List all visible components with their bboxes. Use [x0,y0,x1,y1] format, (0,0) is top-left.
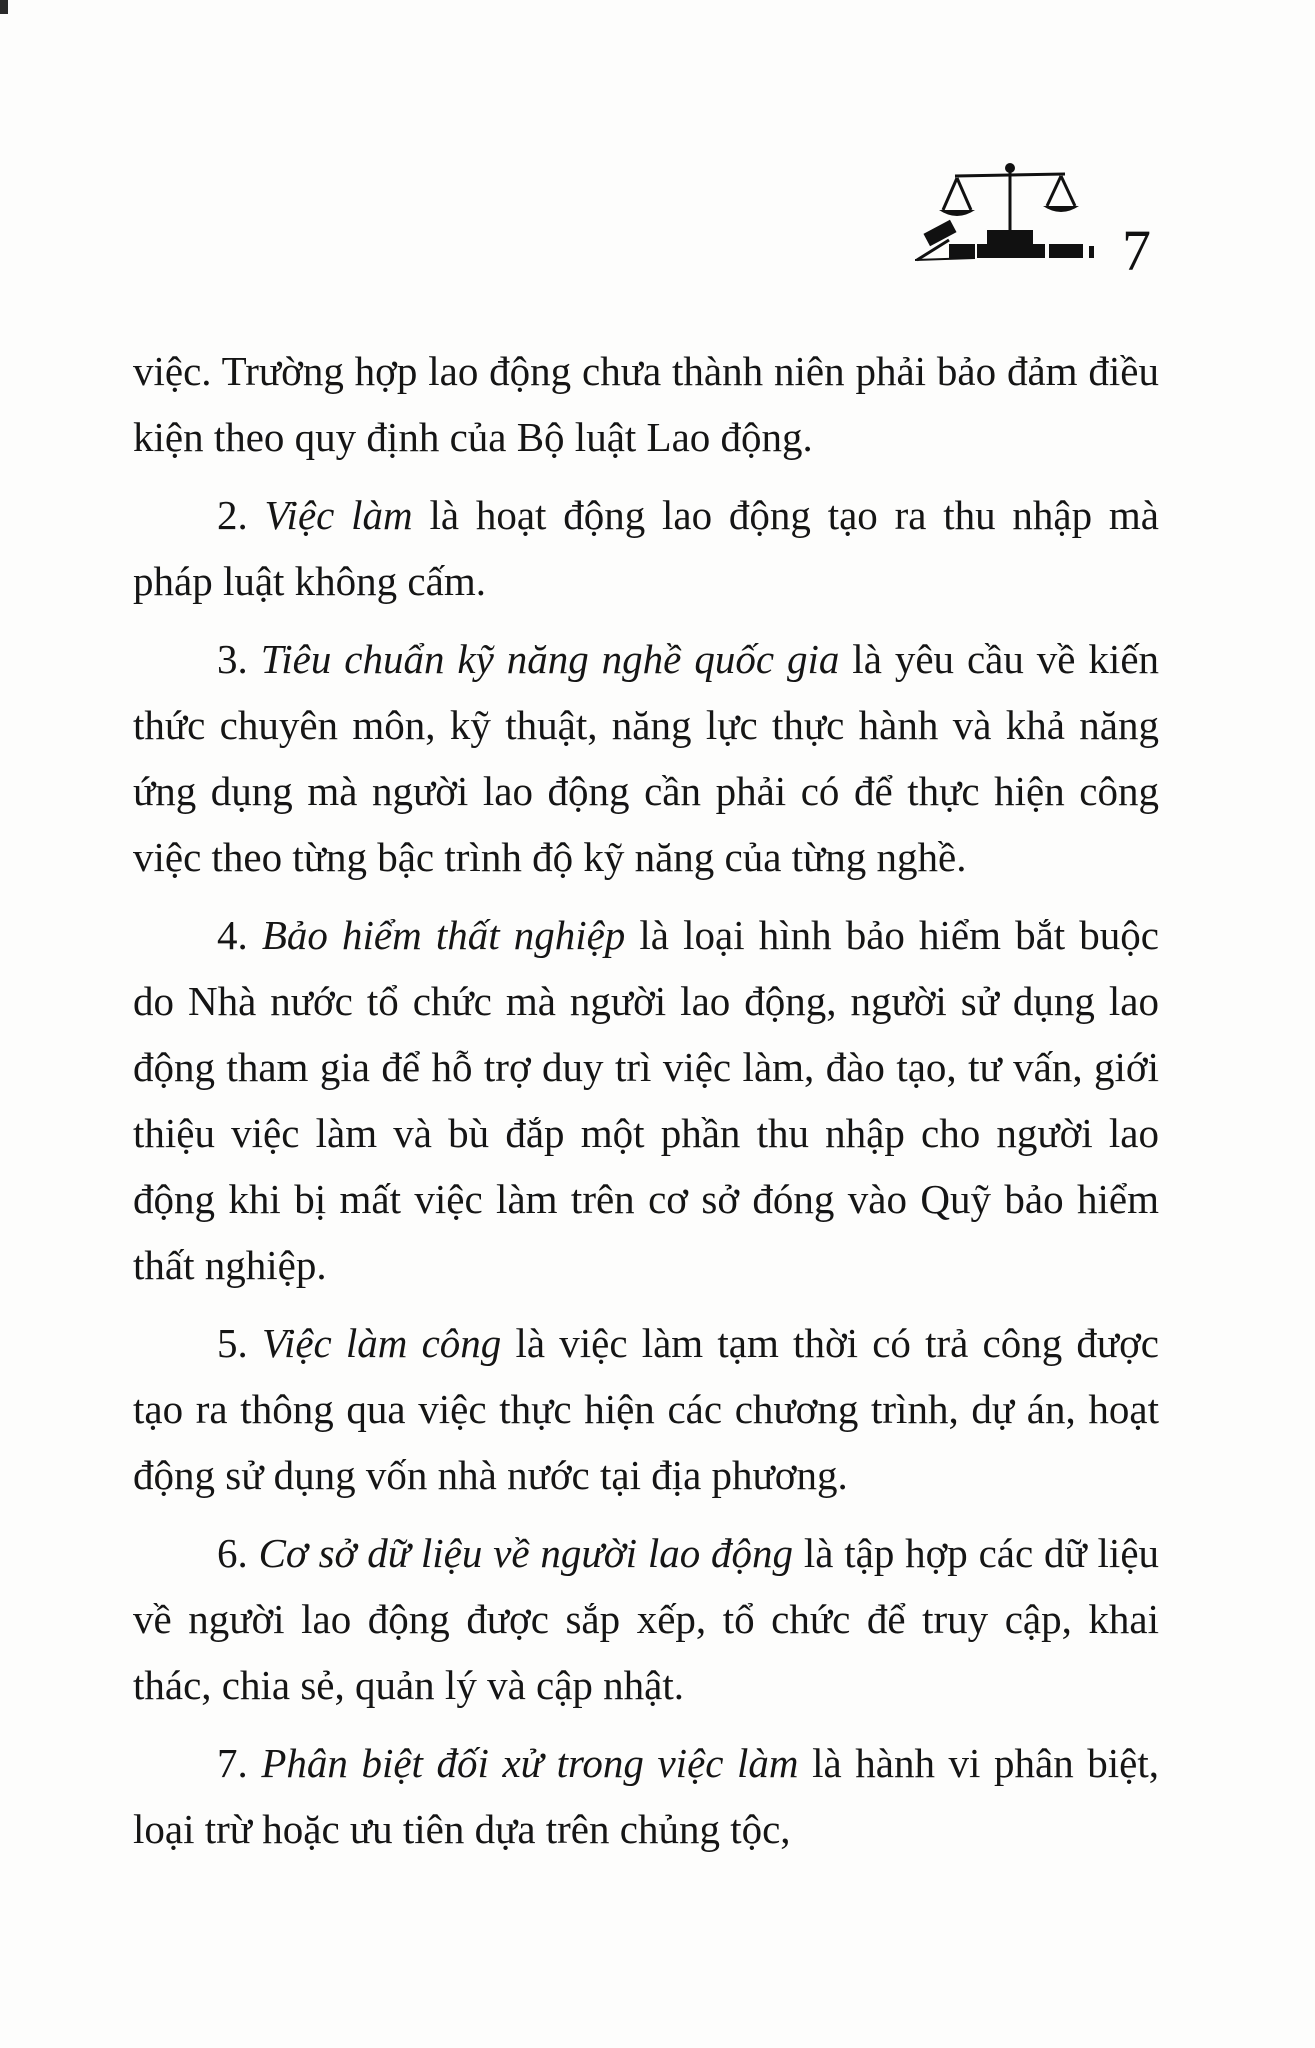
page-number: 7 [1122,218,1151,283]
paragraph-continuation [133,338,1159,470]
definition-paragraph-3 [133,626,1159,890]
paragraph-text: là hoạt động lao động tạo ra thu nhập mà pháp luật không cấm. [133,492,1159,604]
paragraph-text: là yêu cầu về kiến thức chuyên môn, kỹ thuật, năng lực thực hành và khả năng ứng dụng mà người lao động cần phải có để thực hiện công việc theo từng bậc trình độ kỹ năng của từng nghề. [133,636,1160,880]
paragraph-number: 7. [217,1740,262,1786]
paragraph-number: 6. [217,1530,259,1576]
paragraph-text: việc. Trường hợp lao động chưa thành niên phải bảo đảm điều kiện theo quy định của Bộ luật Lao động. [133,348,1159,460]
defined-term: Tiêu chuẩn kỹ năng nghề quốc gia [260,636,840,682]
paragraph-text: là hành vi phân biệt, loại trừ hoặc ưu tiên dựa trên chủng tộc, [133,1740,1160,1852]
defined-term: Phân biệt đối xử trong việc làm [261,1740,799,1786]
paragraph-number: 5. [217,1320,262,1366]
paragraph-text: là loại hình bảo hiểm bắt buộc do Nhà nước tổ chức mà người lao động, người sử dụng lao động tham gia để hỗ trợ duy trì việc làm, đào tạo, tư vấn, giới thiệu việc làm và bù đắp một phần thu nhập cho người lao động khi bị mất việc làm trên cơ sở đóng vào Quỹ bảo hiểm thất nghiệp. [133,912,1159,1288]
paragraph-text: là việc làm tạm thời có trả công được tạo ra thông qua việc thực hiện các chương trình, dự án, hoạt động sử dụng vốn nhà nước tại địa phương. [133,1320,1159,1498]
body-text [133,338,1159,1874]
defined-term: Việc làm [264,492,413,538]
defined-term: Việc làm công [261,1320,502,1366]
definition-paragraph-5 [133,1310,1159,1508]
paragraph-number: 3. [217,636,261,682]
paragraph-number: 4. [217,912,262,958]
defined-term: Cơ sở dữ liệu về người lao động [258,1530,794,1576]
paragraph-number: 2. [217,492,265,538]
paragraph-text: là tập hợp các dữ liệu về người lao động được sắp xếp, tổ chức để truy cập, khai thác, chia sẻ, quản lý và cập nhật. [133,1530,1160,1708]
scan-corner-mark [0,0,8,14]
scales-of-justice-gavel-icon [915,160,1095,280]
definition-paragraph-4 [133,902,1159,1298]
defined-term: Bảo hiểm thất nghiệp [261,912,626,958]
definition-paragraph-7 [133,1730,1159,1862]
definition-paragraph-2 [133,482,1159,614]
definition-paragraph-6 [133,1520,1159,1718]
